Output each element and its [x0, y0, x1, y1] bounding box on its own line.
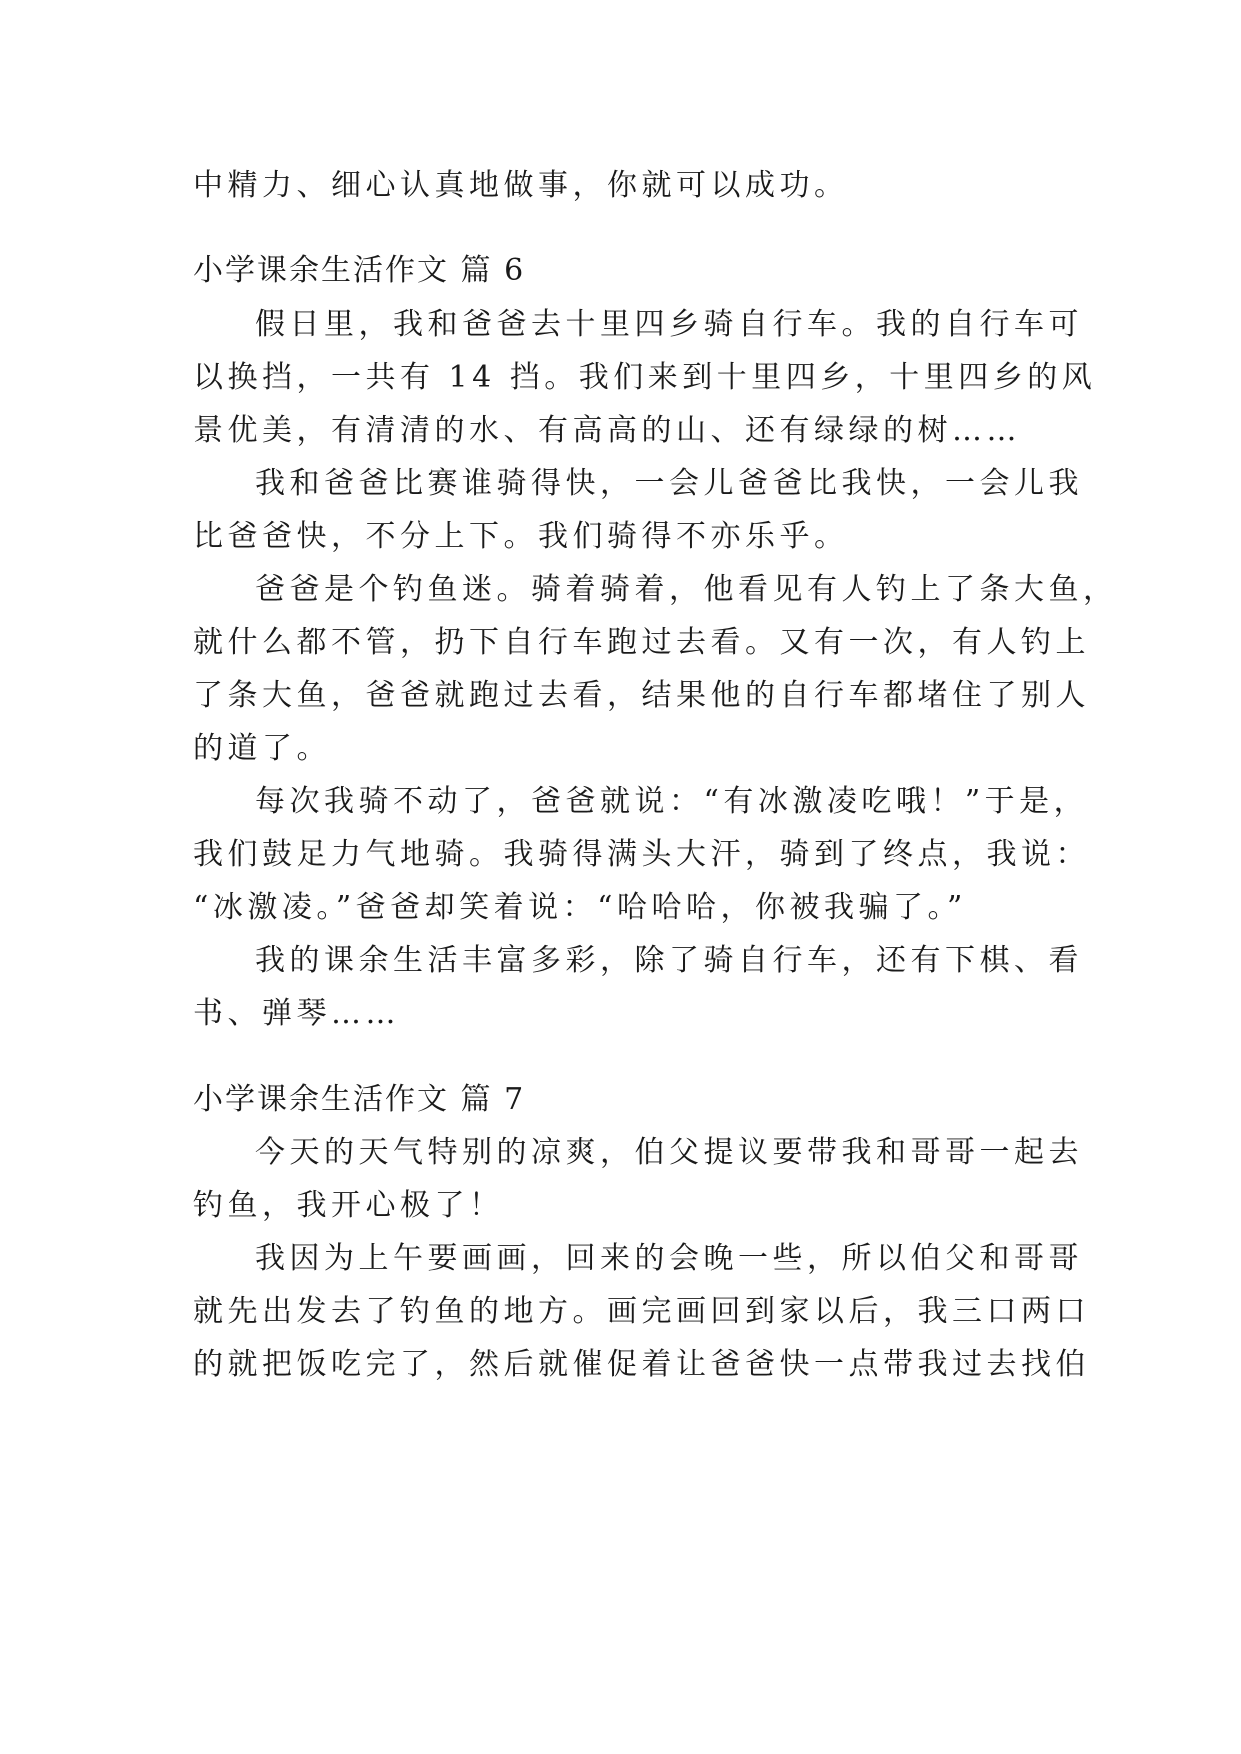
- paragraph-line: “冰激凌。”爸爸却笑着说：“哈哈哈，你被我骗了。”: [193, 890, 967, 925]
- paragraph-line: 书、弹琴……: [193, 996, 400, 1031]
- paragraph-line: 了条大鱼，爸爸就跑过去看，结果他的自行车都堵住了别人: [193, 678, 1090, 713]
- paragraph-line: 今天的天气特别的凉爽，伯父提议要带我和哥哥一起去: [255, 1135, 1083, 1170]
- paragraph-line: 我们鼓足力气地骑。我骑得满头大汗，骑到了终点，我说：: [193, 837, 1090, 872]
- paragraph-line: 就先出发去了钓鱼的地方。画完画回到家以后，我三口两口: [193, 1294, 1090, 1329]
- paragraph-line: 我的课余生活丰富多彩，除了骑自行车，还有下棋、看: [255, 943, 1083, 978]
- paragraph-line: 爸爸是个钓鱼迷。骑着骑着，他看见有人钓上了条大鱼，: [255, 572, 1118, 607]
- section-heading: 小学课余生活作文 篇 6: [193, 253, 526, 288]
- paragraph-line: 钓鱼，我开心极了！: [193, 1188, 504, 1223]
- paragraph-line: 景优美，有清清的水、有高高的山、还有绿绿的树……: [193, 413, 1021, 448]
- paragraph-line: 比爸爸快，不分上下。我们骑得不亦乐乎。: [193, 519, 849, 554]
- paragraph-line: 假日里，我和爸爸去十里四乡骑自行车。我的自行车可: [255, 307, 1083, 342]
- paragraph-line: 中精力、细心认真地做事，你就可以成功。: [193, 168, 849, 203]
- paragraph-line: 以换挡，一共有 14 挡。我们来到十里四乡，十里四乡的风: [193, 360, 1097, 395]
- section-heading: 小学课余生活作文 篇 7: [193, 1082, 526, 1117]
- paragraph-line: 的道了。: [193, 731, 331, 766]
- paragraph-line: 每次我骑不动了，爸爸就说：“有冰激凌吃哦！”于是，: [255, 784, 1089, 819]
- paragraph-line: 就什么都不管，扔下自行车跑过去看。又有一次，有人钓上: [193, 625, 1090, 660]
- paragraph-line: 的就把饭吃完了，然后就催促着让爸爸快一点带我过去找伯: [193, 1347, 1090, 1382]
- paragraph-line: 我因为上午要画画，回来的会晚一些，所以伯父和哥哥: [255, 1241, 1083, 1276]
- paragraph-line: 我和爸爸比赛谁骑得快，一会儿爸爸比我快，一会儿我: [255, 466, 1083, 501]
